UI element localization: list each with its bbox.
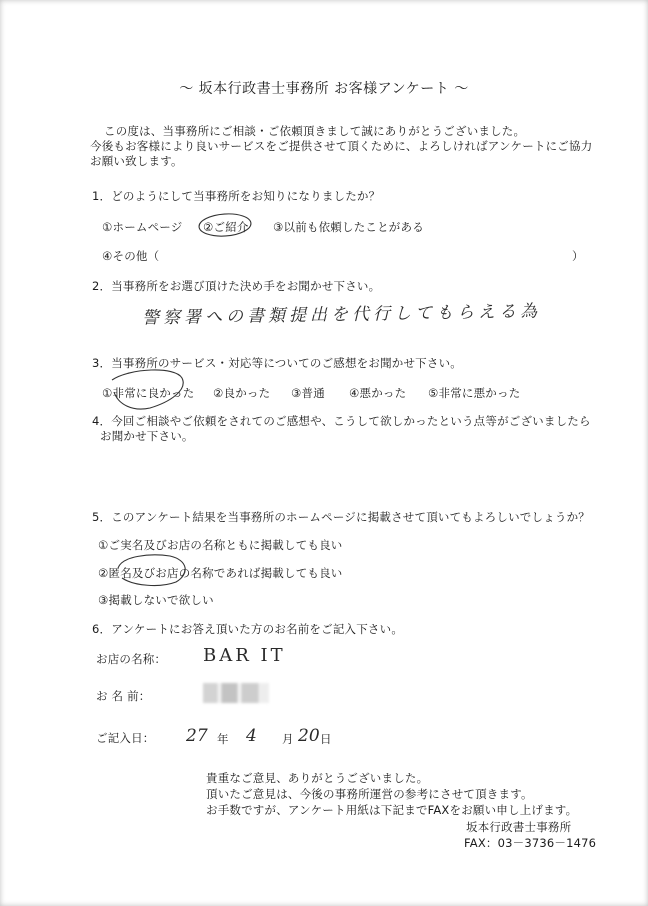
q2-handwritten-answer: 警察署への書類提出を代行してもらえる為 bbox=[141, 301, 542, 329]
q2-question: 2．当事務所をお選び頂けた決め手をお聞かせ下さい。 bbox=[92, 279, 381, 293]
q4-question-line-2: お聞かせ下さい。 bbox=[100, 429, 194, 443]
q1-option-3: ③以前も依頼したことがある bbox=[273, 220, 424, 234]
intro-line-1: この度は、当事務所にご相談・ご依頼頂きまして誠にありがとうございました。 bbox=[104, 124, 526, 138]
circle-mark-q3-very-good bbox=[112, 370, 183, 409]
footer-office-name: 坂本行政書士事務所 bbox=[466, 820, 572, 834]
intro-line-3: お願い致します。 bbox=[90, 154, 183, 168]
shop-name-handwritten: BAR IT bbox=[203, 645, 286, 666]
q5-option-2: ②匿名及びお店の名称であれば掲載しても良い bbox=[98, 566, 343, 580]
q4-question-line-1: 4．今回ご相談やご依頼をされてのご感想や、こうして欲しかったという点等がございましたら bbox=[92, 414, 591, 428]
q1-option-1: ①ホームページ bbox=[102, 220, 183, 234]
date-month-handwritten: 4 bbox=[246, 726, 257, 746]
q3-option-2: ②良かった bbox=[213, 386, 271, 400]
intro-line-2: 今後もお客様により良いサービスをご提供させて頂くために、よろしければアンケートにご協力 bbox=[90, 139, 593, 153]
page-title: ～ 坂本行政書士事務所 お客様アンケート ～ bbox=[179, 81, 469, 97]
date-month-unit: 月 bbox=[282, 732, 294, 746]
q3-option-3: ③普通 bbox=[291, 386, 325, 400]
q3-option-1: ①非常に良かった bbox=[102, 386, 195, 400]
date-label: ご記入日： bbox=[96, 731, 155, 745]
date-day-unit: 日 bbox=[320, 732, 332, 746]
q5-option-1: ①ご実名及びお店の名称ともに掲載しても良い bbox=[98, 538, 343, 552]
date-year-handwritten: 27 bbox=[186, 726, 208, 746]
circle-mark-q1-referral bbox=[198, 212, 251, 238]
footer-thanks: 貴重なご意見、ありがとうございました。 bbox=[206, 771, 429, 785]
q5-question: 5．このアンケート結果を当事務所のホームページに掲載させて頂いてもよろしいでしょうか？ bbox=[92, 510, 590, 524]
footer-reference: 頂いたご意見は、今後の事務所運営の参考にさせて頂きます。 bbox=[206, 787, 533, 801]
customer-name-label: お 名 前： bbox=[96, 689, 151, 703]
q1-option-4-close: ） bbox=[572, 249, 584, 263]
date-day-handwritten: 20 bbox=[298, 726, 320, 746]
q3-option-4: ④悪かった bbox=[349, 386, 407, 400]
footer-fax-number: FAX：03－3736－1476 bbox=[464, 836, 597, 850]
q3-option-5: ⑤非常に悪かった bbox=[428, 386, 521, 400]
q1-option-2: ②ご紹介 bbox=[203, 220, 249, 234]
q1-question: 1．どのようにして当事務所をお知りになりましたか？ bbox=[92, 189, 381, 203]
shop-name-label: お店の名称： bbox=[96, 652, 167, 666]
footer-fax-request: お手数ですが、アンケート用紙は下記までFAXをお願い申し上げます。 bbox=[206, 803, 578, 817]
q6-question: 6．アンケートにお答え頂いた方のお名前をご記入下さい。 bbox=[92, 622, 404, 636]
circle-mark-q5-anonymous bbox=[118, 555, 185, 586]
q5-option-3: ③掲載しないで欲しい bbox=[98, 593, 214, 607]
date-year-unit: 年 bbox=[217, 732, 229, 746]
q3-question: 3．当事務所のサービス・対応等についてのご感想をお聞かせ下さい。 bbox=[92, 356, 462, 370]
q1-option-4: ④その他（ bbox=[102, 249, 160, 263]
